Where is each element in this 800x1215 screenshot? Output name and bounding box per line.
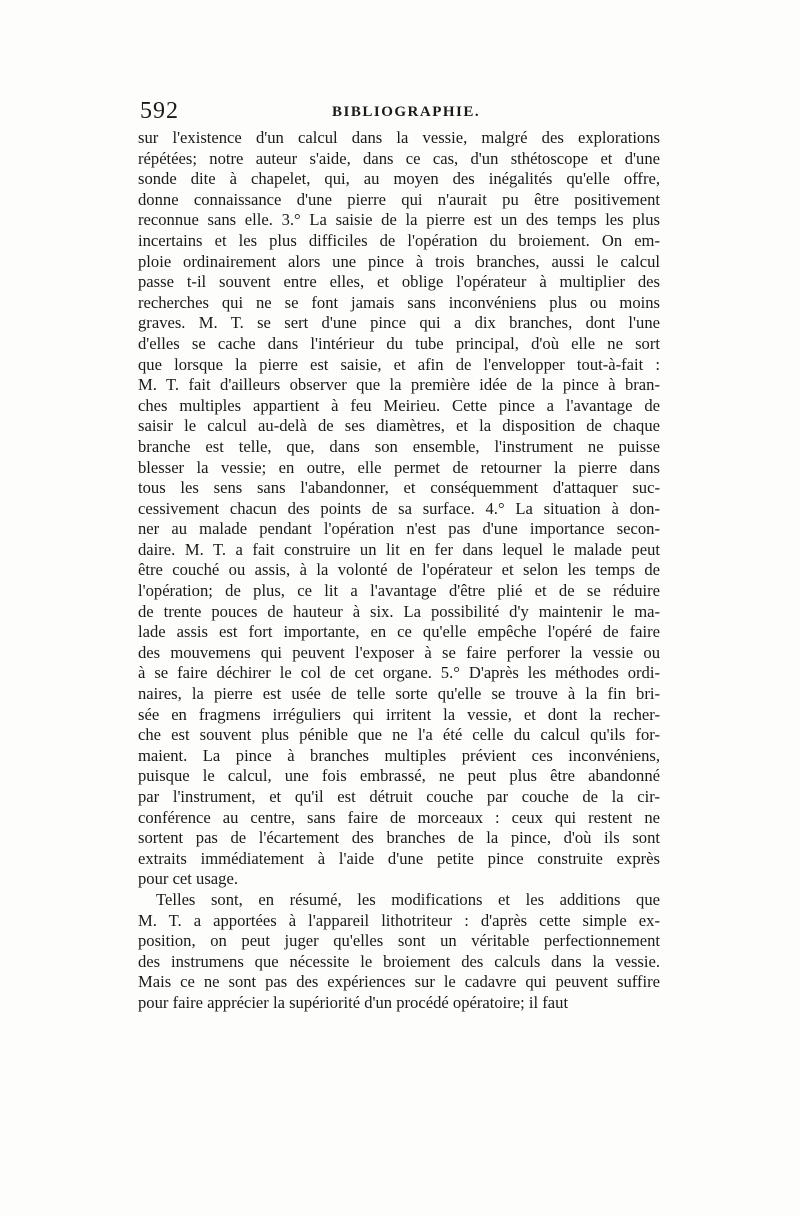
text-line: reconnue sans elle. 3.° La saisie de la pierre est un des temps les plus	[138, 210, 660, 230]
text-line: sonde dite à chapelet, qui, au moyen des inégalités qu'elle offre,	[138, 169, 660, 189]
text-line: donne connaissance d'une pierre qui n'aurait pu être positivement	[138, 189, 660, 209]
text-line: répétées; notre auteur s'aide, dans ce cas, d'un sthétoscope et d'une	[138, 148, 660, 168]
text-line: sée en fragmens irréguliers qui irritent la vessie, et dont la recher-	[138, 704, 660, 724]
text-line: pour faire apprécier la supériorité d'un procédé opératoire; il faut	[138, 992, 569, 1012]
text-line: tous les sens sans l'abandonner, et conséquemment d'attaquer suc-	[138, 478, 660, 498]
text-line: lade assis est fort importante, en ce qu'elle empêche l'opéré de faire	[138, 622, 660, 642]
text-line: incertains et les plus difficiles de l'opération du broiement. On em-	[138, 230, 660, 250]
text-line: position, on peut juger qu'elles sont un véritable perfectionnement	[138, 931, 660, 951]
text-line: être couché ou assis, à la volonté de l'opérateur et selon les temps de	[138, 560, 660, 580]
page-header	[140, 98, 660, 128]
text-line: ches multiples appartient à feu Meirieu. Cette pince a l'avantage de	[138, 395, 660, 415]
text-line: daire. M. T. a fait construire un lit en fer dans lequel le malade peut	[138, 539, 660, 559]
text-line: passe t-il souvent entre elles, et oblige l'opérateur à multiplier des	[138, 272, 660, 292]
text-line: ploie ordinairement alors une pince à trois branches, aussi le calcul	[138, 251, 660, 271]
text-line: saisir le calcul au-delà de ses diamètres, et la disposition de chaque	[138, 416, 660, 436]
text-line: extraits immédiatement à l'aide d'une petite pince construite exprès	[138, 848, 660, 868]
text-line: des mouvemens qui peuvent l'exposer à se faire perforer la vessie ou	[138, 642, 660, 662]
text-line: che est souvent plus pénible que ne l'a été celle du calcul qu'ils for-	[138, 725, 660, 745]
text-line: maient. La pince à branches multiples prévient ces inconvéniens,	[138, 745, 660, 765]
running-head: BIBLIOGRAPHIE.	[332, 104, 481, 120]
text-line: cessivement chacun des points de sa surface. 4.° La situation à don-	[138, 498, 660, 518]
body-text	[138, 128, 660, 1014]
text-line: conférence au centre, sans faire de morceaux : ceux qui restent ne	[138, 807, 660, 827]
text-line: graves. M. T. se sert d'une pince qui a dix branches, dont l'une	[138, 313, 660, 333]
text-line: M. T. a apportées à l'appareil lithotriteur : d'après cette simple ex-	[138, 910, 660, 930]
text-line: Telles sont, en résumé, les modifications et les additions que	[156, 889, 660, 909]
text-line: puisque le calcul, une fois embrassé, ne peut plus être abandonné	[138, 766, 660, 786]
text-line: sortent pas de l'écartement des branches de la pince, d'où ils sont	[138, 828, 660, 848]
text-line: que lorsque la pierre est saisie, et afin de l'envelopper tout-à-fait :	[138, 354, 660, 374]
text-line: branche est telle, que, dans son ensemble, l'instrument ne puisse	[138, 436, 660, 456]
text-line: M. T. fait d'ailleurs observer que la première idée de la pince à bran-	[138, 375, 660, 395]
text-line: naires, la pierre est usée de telle sorte qu'elle se trouve à la fin bri-	[138, 684, 660, 704]
text-line: Mais ce ne sont pas des expériences sur le cadavre qui peuvent suffire	[138, 972, 660, 992]
text-line: de trente pouces de hauteur à six. La possibilité d'y maintenir le ma-	[138, 601, 660, 621]
page-number: 592	[140, 98, 179, 124]
text-line: l'opération; de plus, ce lit a l'avantage d'être plié et de se réduire	[138, 581, 660, 601]
text-line: d'elles se cache dans l'intérieur du tube principal, d'où elle ne sort	[138, 333, 660, 353]
text-line: sur l'existence d'un calcul dans la vessie, malgré des explorations	[138, 128, 660, 147]
text-line: à se faire déchirer le col de cet organe. 5.° D'après les méthodes ordi-	[138, 663, 660, 683]
text-line: des instrumens que nécessite le broiement des calculs dans la vessie.	[138, 951, 660, 971]
text-line: par l'instrument, et qu'il est détruit couche par couche de la cir-	[138, 787, 660, 806]
text-line: recherches qui ne se font jamais sans inconvéniens plus ou moins	[138, 292, 660, 312]
text-line: blesser la vessie; en outre, elle permet de retourner la pierre dans	[138, 457, 660, 477]
text-line: pour cet usage.	[138, 869, 238, 889]
text-line: ner au malade pendant l'opération n'est pas d'une importance secon-	[138, 519, 660, 539]
